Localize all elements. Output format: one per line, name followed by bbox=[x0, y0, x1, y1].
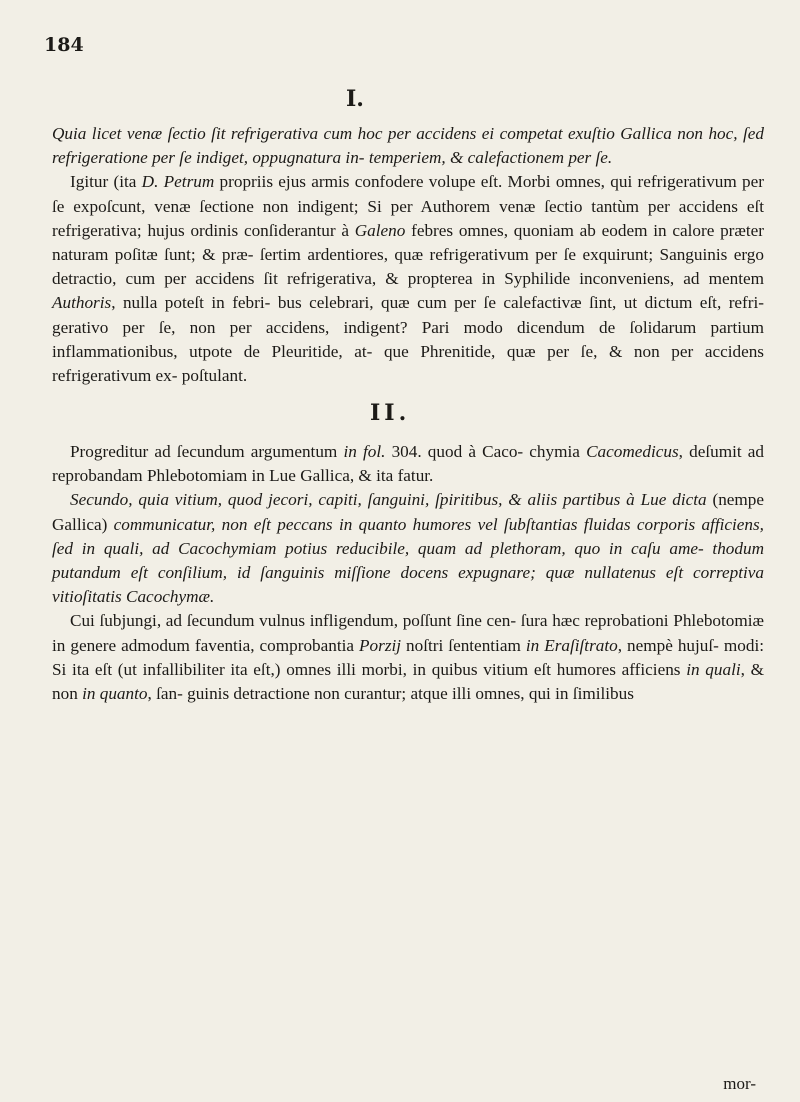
text-run: , nempè hujuſ- modi: Si ita eſt (ut infallibiliter ita eſt,) omnes illi morbi, in quibus vitium eſt humores afficiens bbox=[52, 635, 764, 679]
folio-reference: in fol. bbox=[343, 442, 386, 461]
text-run: Cui ſubjungi, ad ſecundum vulnus infligendum, poſſunt ſine cen- ſura hæc reprobationi Phlebotomiæ in genere admodum faventia, comprobantia bbox=[52, 611, 764, 655]
text-run: Igitur (ita bbox=[70, 172, 142, 192]
section-heading-1: I. bbox=[346, 86, 364, 112]
term: in quali bbox=[686, 659, 741, 679]
text-run: , & non bbox=[52, 659, 765, 704]
paragraph-3 bbox=[52, 488, 764, 609]
paragraph-2 bbox=[52, 440, 764, 488]
quoted-argument-2b: communicatur, non eſt peccans in quanto humores vel ſubſtantias fluidas corporis afficiens, ſed in quali, ad Cacochymiam potius reducibile, quam ad plethoram, quo in caſu ame- thodum putandum eſt conſilium, id ſanguinis miſſione docens expugnare; quæ nullatenus eſt correptiva vitioſitatis Cacochymæ. bbox=[52, 514, 764, 607]
paragraph-4 bbox=[52, 609, 764, 706]
author-name: Cacomedicus bbox=[586, 442, 679, 461]
term: in quanto bbox=[82, 684, 148, 704]
quoted-argument-1: Quia licet venæ ſectio ſit refrigerativa cum hoc per accidens ei competat exuſtio Gallica non hoc, ſed refrigeratione per ſe indiget, oppugnatura in- temperiem, & calefactionem per ſe. bbox=[52, 124, 764, 168]
text-run: (nempe Gallica) bbox=[52, 490, 765, 534]
author-name: Porzij bbox=[359, 635, 402, 655]
text-run: noſtri ſententiam bbox=[401, 635, 526, 655]
author-name: D. Petrum bbox=[141, 172, 215, 192]
work-reference: in Eraſiſtrato bbox=[525, 635, 618, 655]
page-number: 184 bbox=[44, 34, 84, 56]
section-heading-2: II. bbox=[370, 400, 411, 426]
author-name: Authoris bbox=[52, 293, 112, 313]
quoted-argument-2: Secundo, quia vitium, quod jecori, capiti, ſanguini, ſpiritibus, & aliis partibus à Lue dicta bbox=[70, 490, 707, 510]
text-run: propriis ejus armis confodere volupe eſt. Morbi omnes, qui refrigerativum per ſe expoſcunt, venæ ſectione non indigent; Si per Authorem venæ ſectio tantùm per accidens eſt refrigerativa; hujus ordinis conſiderantur à bbox=[52, 172, 765, 240]
text-run: , nulla poteſt in febri- bus celebrari, quæ cum per ſe calefactivæ ſint, ut dictum eſt, refri- gerativo per ſe, non per accidens, indigent? Pari modo dicendum de ſolidarum partium inflammationibus, utpote de Pleuritide, at- que Phrenitide, quæ per ſe, & non per accidens refrigerativum ex- poſtulant. bbox=[52, 293, 764, 386]
text-run: 304. quod à Caco- chymia bbox=[385, 442, 587, 461]
section-1-body bbox=[52, 122, 764, 388]
catchword: mor- bbox=[723, 1074, 756, 1093]
text-run: , ſan- guinis detractione non curantur; atque illi omnes, qui in ſimilibus bbox=[147, 684, 634, 704]
text-run: , deſumit ad reprobandam Phlebotomiam in Lue Gallica, & ita fatur. bbox=[52, 442, 765, 486]
author-name: Galeno bbox=[354, 220, 406, 240]
paragraph-1 bbox=[52, 170, 764, 388]
section-2-body bbox=[52, 440, 764, 706]
text-run: febres omnes, quoniam ab eodem in calore præter naturam poſitæ ſunt; & præ- ſertim ardentiores, quæ refrigerativum per ſe exquirunt; Sanguinis ergo detractio, cum per accidens ſit refrigerativa, & propterea in Syphilide inconveniens, ad mentem bbox=[52, 220, 764, 289]
text-run: Progreditur ad ſecundum argumentum bbox=[70, 442, 344, 461]
